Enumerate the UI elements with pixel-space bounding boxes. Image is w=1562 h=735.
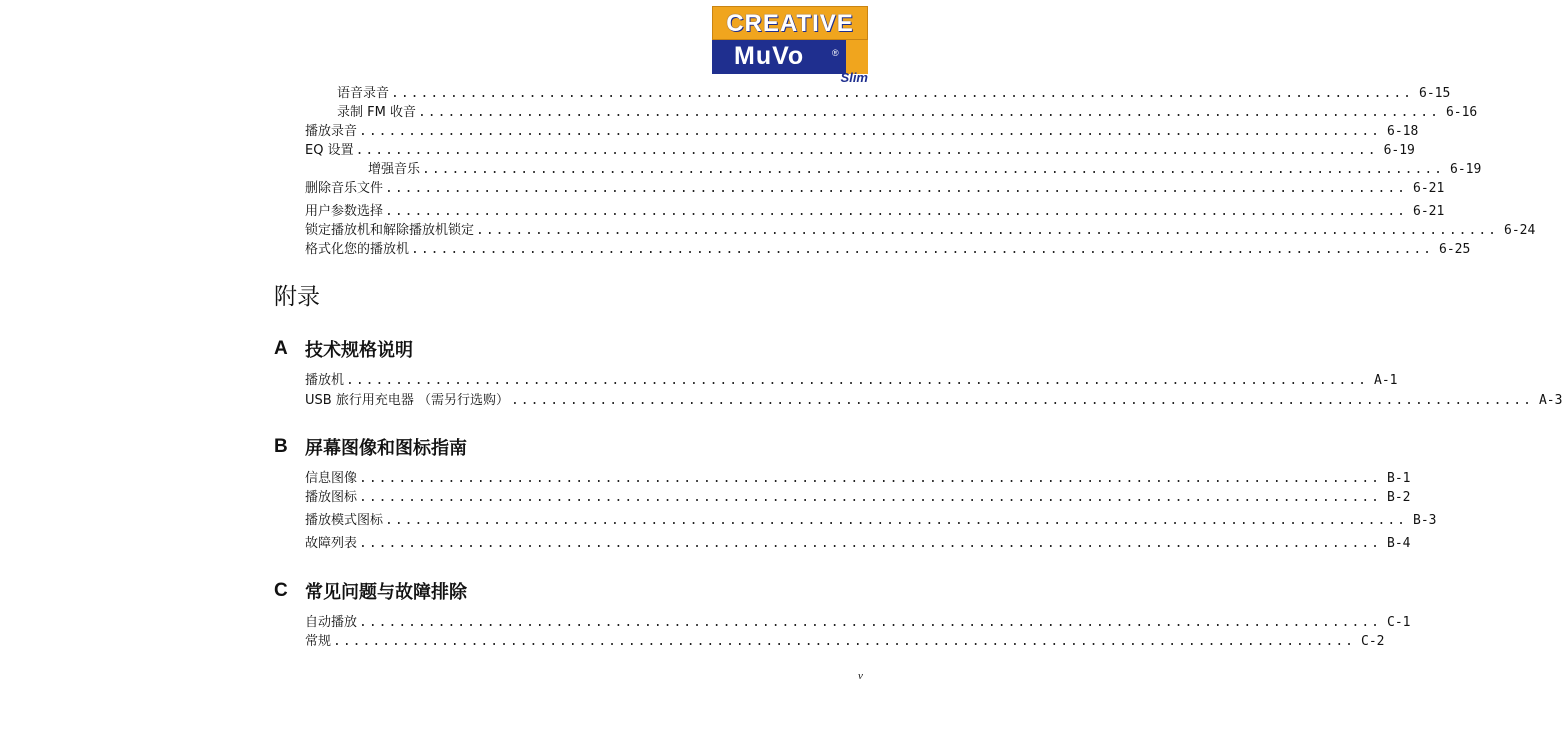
section-letter: B: [274, 436, 288, 457]
toc-entry-label: 播放模式图标: [305, 513, 384, 528]
appendix-title: 附录: [274, 284, 320, 310]
toc-leader-dots: ........................................................................................................: [385, 181, 1407, 196]
toc-entry-page: 6-18: [1387, 124, 1419, 139]
toc-entry-label: 自动播放: [305, 615, 358, 630]
section-b-heading[interactable]: [274, 434, 467, 460]
toc-leader-dots: ........................................................................................................: [391, 86, 1413, 101]
toc-leader-dots: ........................................................................................................: [510, 393, 1533, 408]
toc-leader-dots: ........................................................................................................: [422, 162, 1444, 177]
toc-entry-page: B-3: [1413, 513, 1437, 528]
toc-entry-page: C-1: [1387, 615, 1411, 630]
toc-entry-label: EQ 设置: [305, 143, 354, 158]
toc-entry-label: 语音录音: [337, 86, 390, 101]
toc-entry[interactable]: [337, 85, 1451, 103]
toc-entry-page: A-1: [1374, 373, 1398, 388]
toc-leader-dots: ........................................................................................................: [359, 536, 1381, 551]
logo-product-text: MuVo: [734, 42, 805, 70]
toc-entry-label: 格式化您的播放机: [305, 242, 410, 257]
section-title: 常见问题与故障排除: [305, 582, 467, 603]
toc-leader-dots: ........................................................................................................: [476, 223, 1498, 238]
toc-entry-label: 播放录音: [305, 124, 358, 139]
logo-model-text: Slim: [840, 70, 868, 85]
toc-entry[interactable]: [305, 372, 1398, 390]
toc-entry-label: 播放图标: [305, 490, 358, 505]
toc-entry-page: A-3: [1538, 393, 1562, 408]
toc-entry-page: 6-16: [1445, 105, 1478, 120]
toc-entry[interactable]: [305, 123, 1419, 141]
section-c-heading[interactable]: [274, 578, 467, 604]
section-letter: C: [274, 580, 288, 601]
creative-muvo-logo: [712, 6, 868, 84]
section-letter: A: [274, 338, 288, 359]
toc-entry[interactable]: [305, 203, 1445, 221]
section-a-heading[interactable]: [274, 336, 413, 362]
toc-entry-label: 播放机: [305, 373, 345, 388]
toc-entry-label: 录制 FM 收音: [337, 105, 416, 120]
toc-leader-dots: ........................................................................................................: [355, 143, 1378, 158]
toc-entry-label: USB 旅行用充电器 （需另行选购）: [305, 393, 509, 408]
toc-leader-dots: ........................................................................................................: [359, 124, 1381, 139]
toc-leader-dots: ........................................................................................................: [359, 490, 1381, 505]
toc-entry[interactable]: [305, 633, 1385, 651]
toc-entry[interactable]: [337, 104, 1478, 122]
toc-entry-page: B-1: [1387, 471, 1411, 486]
toc-entry-label: 常规: [305, 634, 332, 649]
toc-entry-page: 6-19: [1450, 162, 1482, 177]
toc-entry[interactable]: [305, 489, 1411, 507]
toc-leader-dots: ........................................................................................................: [333, 634, 1355, 649]
toc-leader-dots: ........................................................................................................: [346, 373, 1368, 388]
toc-entry[interactable]: [305, 142, 1415, 160]
toc-entry[interactable]: [305, 535, 1411, 553]
logo-registered-mark: ®: [832, 48, 839, 58]
toc-entry[interactable]: [305, 180, 1445, 198]
toc-entry-page: 6-25: [1439, 242, 1471, 257]
toc-entry[interactable]: [305, 512, 1437, 530]
toc-leader-dots: ........................................................................................................: [417, 105, 1440, 120]
toc-entry-page: 6-15: [1419, 86, 1451, 101]
toc-entry-label: 故障列表: [305, 536, 358, 551]
toc-leader-dots: ........................................................................................................: [385, 513, 1407, 528]
toc-entry-label: 信息图像: [305, 471, 358, 486]
toc-entry[interactable]: [305, 222, 1536, 240]
toc-entry[interactable]: [305, 470, 1411, 488]
toc-entry-label: 删除音乐文件: [305, 181, 384, 196]
toc-leader-dots: ........................................................................................................: [385, 204, 1407, 219]
toc-entry[interactable]: [368, 161, 1482, 179]
logo-tail: [846, 40, 868, 74]
toc-entry-page: 6-21: [1413, 204, 1445, 219]
toc-entry-page: 6-19: [1383, 143, 1415, 158]
toc-entry-label: 增强音乐: [368, 162, 421, 177]
toc-entry-label: 锁定播放机和解除播放机锁定: [305, 223, 475, 238]
toc-entry-label: 用户参数选择: [305, 204, 384, 219]
toc-entry-page: 6-24: [1504, 223, 1536, 238]
toc-leader-dots: ........................................................................................................: [359, 615, 1381, 630]
toc-leader-dots: ........................................................................................................: [411, 242, 1433, 257]
logo-brand-text: CREATIVE: [726, 10, 854, 37]
toc-entry[interactable]: [305, 392, 1562, 410]
toc-leader-dots: ........................................................................................................: [359, 471, 1381, 486]
toc-entry-page: B-4: [1387, 536, 1411, 551]
section-title: 屏幕图像和图标指南: [305, 438, 467, 459]
toc-entry[interactable]: [305, 614, 1411, 632]
page-number: v: [858, 670, 863, 682]
toc-entry[interactable]: [305, 241, 1471, 259]
toc-entry-page: C-2: [1361, 634, 1385, 649]
toc-entry-page: B-2: [1387, 490, 1411, 505]
section-title: 技术规格说明: [305, 340, 413, 361]
toc-entry-page: 6-21: [1413, 181, 1445, 196]
